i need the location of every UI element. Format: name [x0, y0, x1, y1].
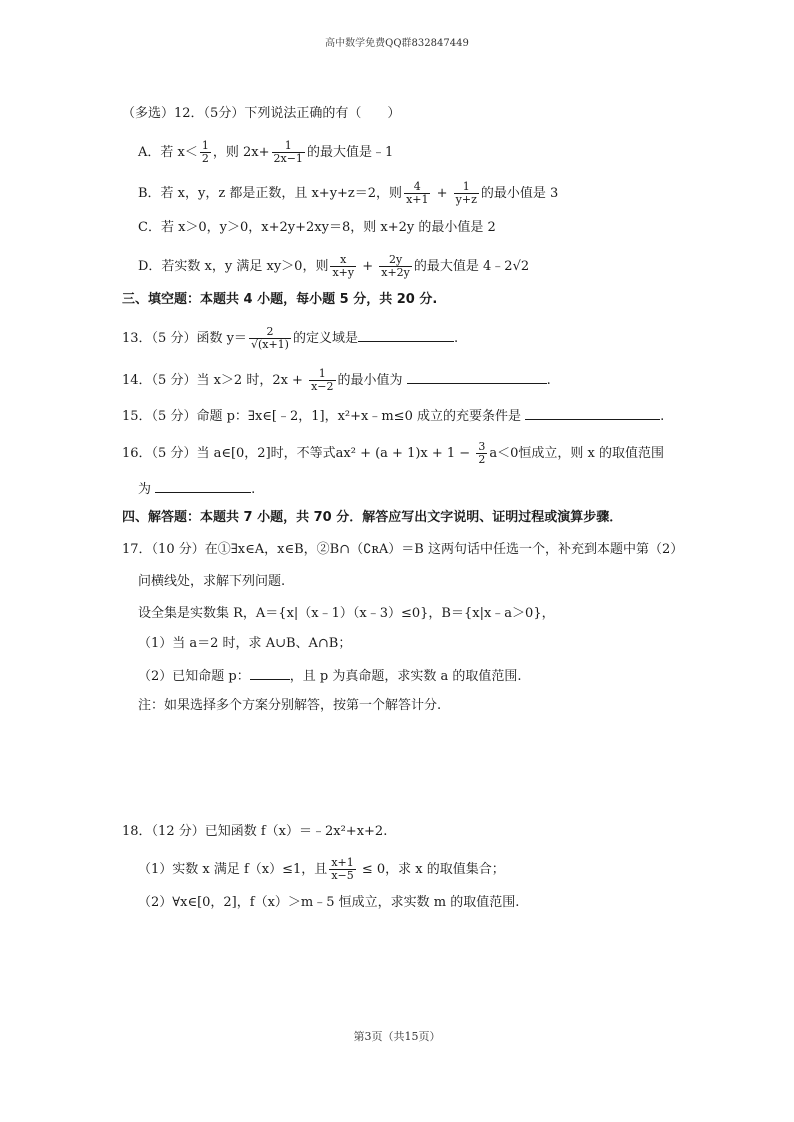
q16-end: . [251, 482, 256, 497]
q12d-text-2: 的最大值是 4﹣2√2 [413, 259, 530, 274]
q15 [122, 405, 664, 427]
q12-option-b [138, 181, 558, 206]
q15-answer-blank [525, 405, 660, 420]
q17-line-1: 17．（10 分）在①∃x∈A，x∈B，②B∩（∁ʀA）＝B 这两句话中任选一个，补充到本题中第（2） [122, 542, 684, 557]
q17-line-2: 问横线处，求解下列问题. [138, 574, 286, 589]
q12-option-a [138, 140, 393, 165]
q12a-cond: x＜ [177, 145, 198, 160]
q16-fraction: $\frac{3}{2}$ [478, 440, 486, 466]
q13-text-1: 13．（5 分）函数 y＝ [122, 331, 247, 346]
q14-text-2: 的最小值为 [337, 373, 407, 388]
q18-line-2 [138, 857, 505, 882]
q13-text-2: 的定义域是 [292, 331, 358, 346]
q12b-plus: + [432, 186, 452, 201]
q18-line-3: （2）∀x∈[0，2]，f（x）＞m﹣5 恒成立，求实数 m 的取值范围. [138, 895, 520, 910]
q17-text-5b: ，且 p 为真命题，求实数 a 的取值范围. [289, 669, 522, 684]
q12b-fraction-1: $\frac{4}{x+1}$ [406, 180, 429, 206]
q18-text-2b: ≤ 0，求 x 的取值集合； [357, 862, 505, 877]
q13 [122, 326, 458, 351]
q16-answer-blank [155, 478, 251, 493]
page-header: 高中数学免费QQ群832847449 [325, 38, 469, 49]
q14-end: . [546, 373, 551, 388]
page-footer: 第3页（共15页） [353, 1030, 441, 1043]
q12a-text-2: ，则 2x+ [212, 145, 270, 160]
q16-text-3: 为 [138, 482, 156, 497]
q12d-text-1: D．若实数 x，y 满足 xy＞0，则 [138, 259, 329, 274]
q12d-fraction-2: $\frac{2y}{x+2y}$ [381, 253, 410, 279]
q18-text-2a: （1）实数 x 满足 f（x）≤1，且 [138, 862, 328, 877]
q12a-fraction-1: $\frac{1}{2}$ [201, 139, 209, 165]
q12a-fraction-2: $\frac{1}{2x-1}$ [273, 139, 303, 165]
q12-stem: （多选）12．（5分）下列说法正确的有（ ） [122, 106, 401, 121]
q14-answer-blank [407, 369, 547, 384]
q17-line-4: （1）当 a＝2 时，求 A∪B、A∩B； [138, 636, 352, 651]
q17-blank [250, 665, 290, 680]
q14 [122, 368, 551, 393]
q18-line-1: 18．（12 分）已知函数 f（x）＝﹣2x²+x+2. [122, 824, 388, 839]
q17-line-5 [138, 665, 521, 687]
q16-text-1: 16．（5 分）当 a∈[0，2]时，不等式ax² + (a + 1)x + 1 − [122, 446, 475, 461]
section-4-title: 四、解答题：本题共 7 小题，共 70 分．解答应写出文字说明、证明过程或演算步骤． [122, 510, 623, 525]
q12b-text-1: B．若 x，y，z 都是正数，且 x+y+z＝2，则 [138, 186, 403, 201]
q16-line-2 [138, 478, 255, 500]
q13-end: . [453, 331, 459, 346]
q17-note: 注：如果选择多个方案分别解答，按第一个解答计分. [138, 698, 442, 713]
q13-fraction: $\frac{2}{√(x+1)}$ [250, 325, 289, 351]
q14-fraction: $\frac{1}{x-2}$ [311, 367, 334, 393]
q12a-text-1: A．若 [138, 145, 178, 160]
q15-text: 15．（5 分）命题 p：∃x∈[﹣2，1]，x²+x﹣m≤0 成立的充要条件是 [122, 409, 526, 424]
q16-text-2: a＜0恒成立，则 x 的取值范围 [489, 446, 664, 461]
q18-fraction: $\frac{x+1}{x-5}$ [331, 856, 354, 882]
q12b-fraction-2: $\frac{1}{y+z}$ [455, 180, 477, 206]
q12d-fraction-1: $\frac{x}{x+y}$ [332, 253, 355, 279]
q14-text-1: 14．（5 分）当 x＞2 时，2x + [122, 373, 308, 388]
q12d-plus: + [358, 259, 378, 274]
q15-end: . [660, 409, 665, 424]
q13-answer-blank [358, 327, 454, 342]
q12a-text-3: 的最大值是﹣1 [306, 145, 394, 160]
q17-text-5a: （2）已知命题 p： [138, 669, 250, 684]
q16-line-1 [122, 441, 664, 466]
section-3-title: 三、填空题：本题共 4 小题，每小题 5 分，共 20 分. [122, 292, 438, 307]
q12-option-d [138, 254, 529, 279]
q12-option-c: C．若 x＞0，y＞0，x+2y+2xy＝8，则 x+2y 的最小值是 2 [138, 220, 496, 235]
q12b-text-2: 的最小值是 3 [480, 186, 559, 201]
q17-line-3: 设全集是实数集 R，A＝{x|（x﹣1）（x﹣3）≤0}，B＝{x|x﹣a＞0}， [138, 606, 555, 621]
